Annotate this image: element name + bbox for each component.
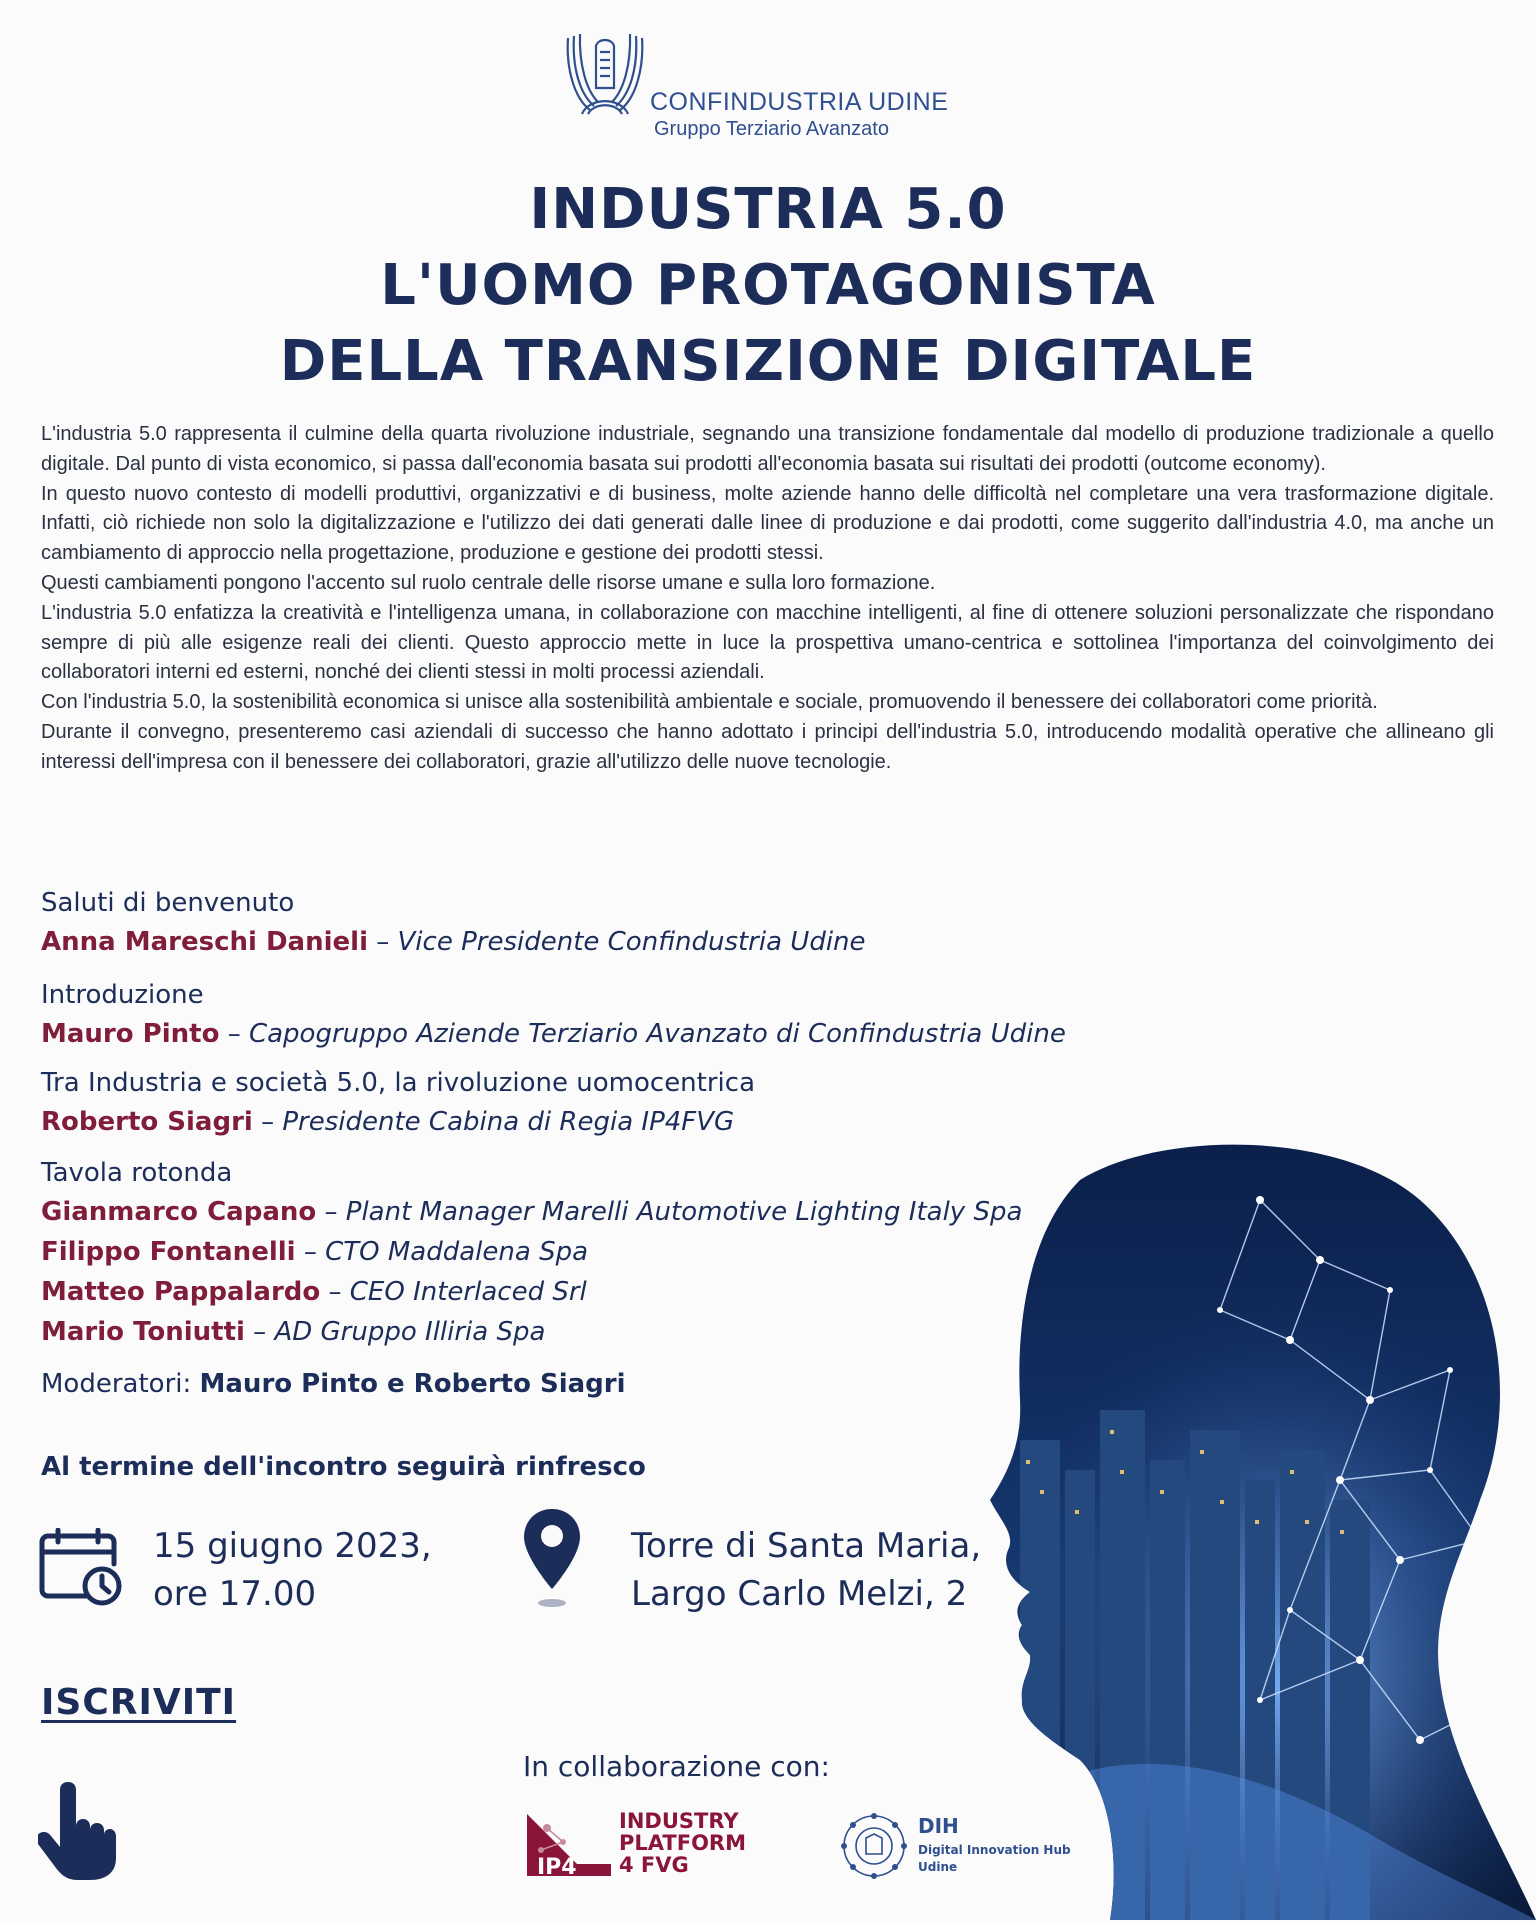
refreshment-note: Al termine dell'incontro seguirà rinfresco <box>41 1452 646 1482</box>
agenda-heading-talk: Tra Industria e società 5.0, la rivoluzione uomocentrica <box>41 1068 755 1098</box>
ip4-logo-mark: IP4 <box>537 1855 577 1880</box>
speaker-role: AD Gruppo Illiria Spa <box>274 1317 546 1347</box>
speaker-separator: – <box>244 1317 275 1347</box>
agenda-heading-roundtable: Tavola rotonda <box>41 1158 233 1188</box>
speaker-line <box>41 1102 1191 1142</box>
speaker-role: Vice Presidente Confindustria Udine <box>397 927 866 957</box>
moderators-names: Mauro Pinto e Roberto Siagri <box>199 1369 626 1399</box>
confindustria-logo <box>560 28 980 148</box>
agenda-heading-welcome: Saluti di benvenuto <box>41 888 295 918</box>
speaker-name: Mauro Pinto <box>41 1019 220 1049</box>
dih-line1: Digital Innovation Hub <box>918 1843 1071 1857</box>
event-place-name: Torre di Santa Maria, <box>631 1526 982 1566</box>
intro-paragraph: Questi cambiamenti pongono l'accento sul ruolo centrale delle risorse umane e sulla loro formazione. <box>41 571 936 594</box>
ip4fvg-text <box>619 1810 746 1876</box>
dih-emblem-icon <box>836 1808 912 1884</box>
speaker-role: CTO Maddalena Spa <box>325 1237 589 1267</box>
event-place <box>631 1522 981 1618</box>
ip4fvg-line3: 4 FVG <box>619 1853 689 1877</box>
speaker-separator: – <box>219 1019 249 1049</box>
speaker-name: Filippo Fontanelli <box>41 1237 296 1267</box>
speaker-name: Anna Mareschi Danieli <box>41 927 368 957</box>
speaker-line <box>41 1014 1191 1054</box>
event-date-time: ore 17.00 <box>153 1574 317 1614</box>
speaker-name: Matteo Pappalardo <box>41 1277 321 1307</box>
intro-text <box>41 420 1494 778</box>
intro-paragraph: Durante il convegno, presenteremo casi aziendali di successo che hanno adottato i principi dell'industria 5.0, introducendo modalità operative che allineano gli interessi dell'impresa con il benessere dei collaboratori, grazie all'utilizzo delle nuove tecnologie. <box>41 720 1494 773</box>
collaboration-label: In collaborazione con: <box>523 1750 830 1783</box>
page-title <box>0 172 1536 400</box>
speaker-separator: – <box>295 1237 326 1267</box>
speaker-name: Roberto Siagri <box>41 1107 253 1137</box>
title-line-3: DELLA TRANSIZIONE DIGITALE <box>279 329 1257 394</box>
speaker-separator: – <box>316 1197 346 1227</box>
ip4fvg-line1: INDUSTRY <box>619 1809 739 1833</box>
intro-paragraph: Con l'industria 5.0, la sostenibilità economica si unisce alla sostenibilità ambientale e sociale, promuovendo il benessere dei collaboratori come priorità. <box>41 691 1378 714</box>
speaker-role: CEO Interlaced Srl <box>349 1277 587 1307</box>
event-date-day: 15 giugno 2023, <box>153 1526 432 1566</box>
speaker-name: Mario Toniutti <box>41 1317 245 1347</box>
event-date <box>153 1522 432 1618</box>
speaker-name: Gianmarco Capano <box>41 1197 317 1227</box>
speaker-separator: – <box>252 1107 283 1137</box>
speaker-line <box>41 922 1191 962</box>
hero-image <box>960 1140 1536 1920</box>
org-group: Gruppo Terziario Avanzato <box>654 118 889 140</box>
org-name: CONFINDUSTRIA UDINE <box>650 88 949 116</box>
speaker-role: Plant Manager Marelli Automotive Lighting Italy Spa <box>345 1197 1023 1227</box>
map-pin-icon <box>520 1505 584 1615</box>
moderators-label: Moderatori: <box>41 1369 200 1399</box>
speaker-role: Presidente Cabina di Regia IP4FVG <box>282 1107 735 1137</box>
intro-paragraph: L'industria 5.0 enfatizza la creatività e l'intelligenza umana, in collaborazione con macchine intelligenti, al fine di ottenere soluzioni personalizzate che rispondano sempre di più alle esigenze reali dei clienti. Questo approccio mette in luce la prospettiva umano-centrica e sottolinea l'importanza del coinvolgimento dei collaboratori interni ed esterni, nonché dei clienti stessi in molti processi aziendali. <box>41 601 1494 684</box>
intro-paragraph: In questo nuovo contesto di modelli produttivi, organizzativi e di business, molte aziende hanno delle difficoltà nel completare una vera trasformazione digitale. Infatti, ciò richiede non solo la digitalizzazione e l'utilizzo dei dati generati dalle linee di produzione e dai prodotti, come suggerito dall'industria 4.0, ma anche un cambiamento di approccio nella progettazione, produzione e gestione dei prodotti stessi. <box>41 482 1494 565</box>
speaker-role: Capogruppo Aziende Terziario Avanzato di Confindustria Udine <box>248 1019 1066 1049</box>
dih-line2: Udine <box>918 1860 958 1874</box>
ip4fvg-logo <box>523 1808 763 1888</box>
calendar-clock-icon <box>38 1528 124 1612</box>
dih-title: DIH <box>918 1814 959 1838</box>
speaker-separator: – <box>320 1277 350 1307</box>
agenda-heading-introduction: Introduzione <box>41 980 204 1010</box>
eagle-logo-icon <box>560 28 650 118</box>
register-link[interactable]: ISCRIVITI <box>41 1682 237 1723</box>
event-place-address: Largo Carlo Melzi, 2 <box>631 1574 968 1614</box>
pointing-hand-icon[interactable] <box>38 1776 128 1884</box>
ip4fvg-line2: PLATFORM <box>619 1831 746 1855</box>
title-line-1: INDUSTRIA 5.0 <box>529 177 1007 242</box>
intro-paragraph: L'industria 5.0 rappresenta il culmine della quarta rivoluzione industriale, segnando una transizione fondamentale dal modello di produzione tradizionale a quello digitale. Dal punto di vista economico, si passa dall'economia basata sui prodotti all'economia basata sui risultati dei prodotti (outcome economy). <box>41 423 1494 475</box>
title-line-2: L'UOMO PROTAGONISTA <box>380 253 1156 318</box>
speaker-separator: – <box>367 927 398 957</box>
